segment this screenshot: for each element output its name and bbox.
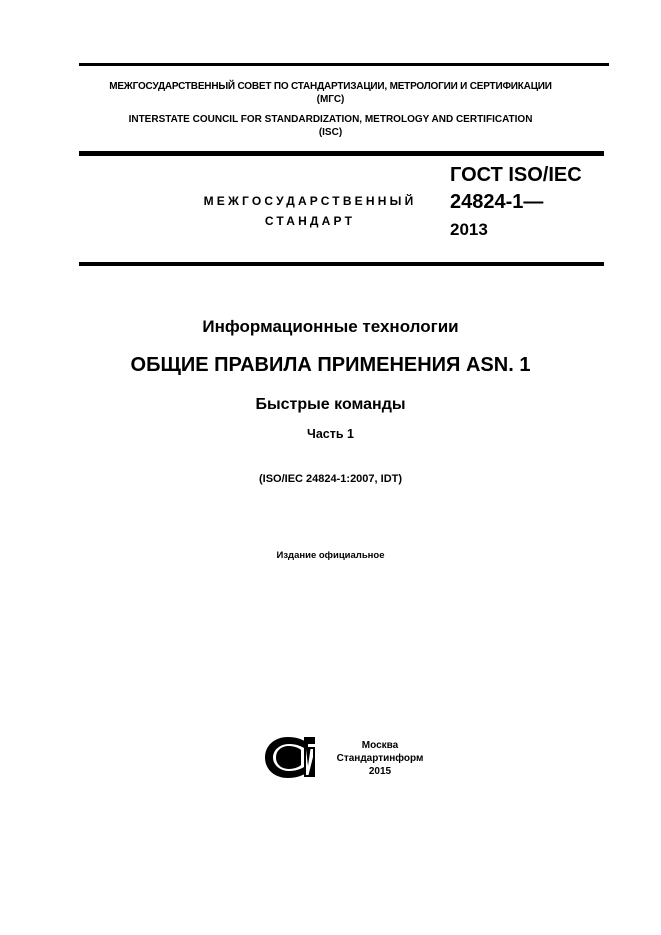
title-main: ОБЩИЕ ПРАВИЛА ПРИМЕНЕНИЯ ASN. 1 (130, 354, 531, 376)
designation-line2: 24824-1— (450, 191, 544, 213)
title-part: Часть 1 (307, 427, 354, 441)
title-reference: (ISO/IEC 24824-1:2007, IDT) (258, 473, 403, 485)
council-ru-line2: (МГС) (316, 94, 345, 105)
top-rule (79, 63, 609, 66)
publisher-name: Стандартинформ (336, 753, 424, 764)
standard-designation (450, 162, 582, 243)
title-domain: Информационные технологии (202, 317, 459, 336)
designation-line3: 2013 (450, 220, 488, 239)
header-rule (79, 151, 604, 156)
designation-rule (79, 262, 604, 266)
publisher-year: 2015 (368, 766, 392, 777)
publisher-block (328, 739, 432, 778)
standard-type-line2: СТАНДАРТ (264, 214, 356, 228)
standard-type (160, 191, 460, 231)
council-ru-line1: МЕЖГОСУДАРСТВЕННЫЙ СОВЕТ ПО СТАНДАРТИЗАЦИИ, МЕТРОЛОГИИ И СЕРТИФИКАЦИИ (109, 81, 552, 92)
edition-label: Издание официальное (276, 550, 385, 561)
publisher-city: Москва (361, 740, 399, 751)
council-en-line1: INTERSTATE COUNCIL FOR STANDARDIZATION, METROLOGY AND CERTIFICATION (128, 114, 533, 125)
designation-line1: ГОСТ ISO/IEC (450, 164, 582, 186)
council-en-line2: (ISC) (318, 127, 343, 138)
standard-type-line1: МЕЖГОСУДАРСТВЕННЫЙ (203, 194, 417, 208)
title-subtitle: Быстрые команды (255, 396, 406, 413)
standartinform-logo-icon (264, 736, 316, 779)
